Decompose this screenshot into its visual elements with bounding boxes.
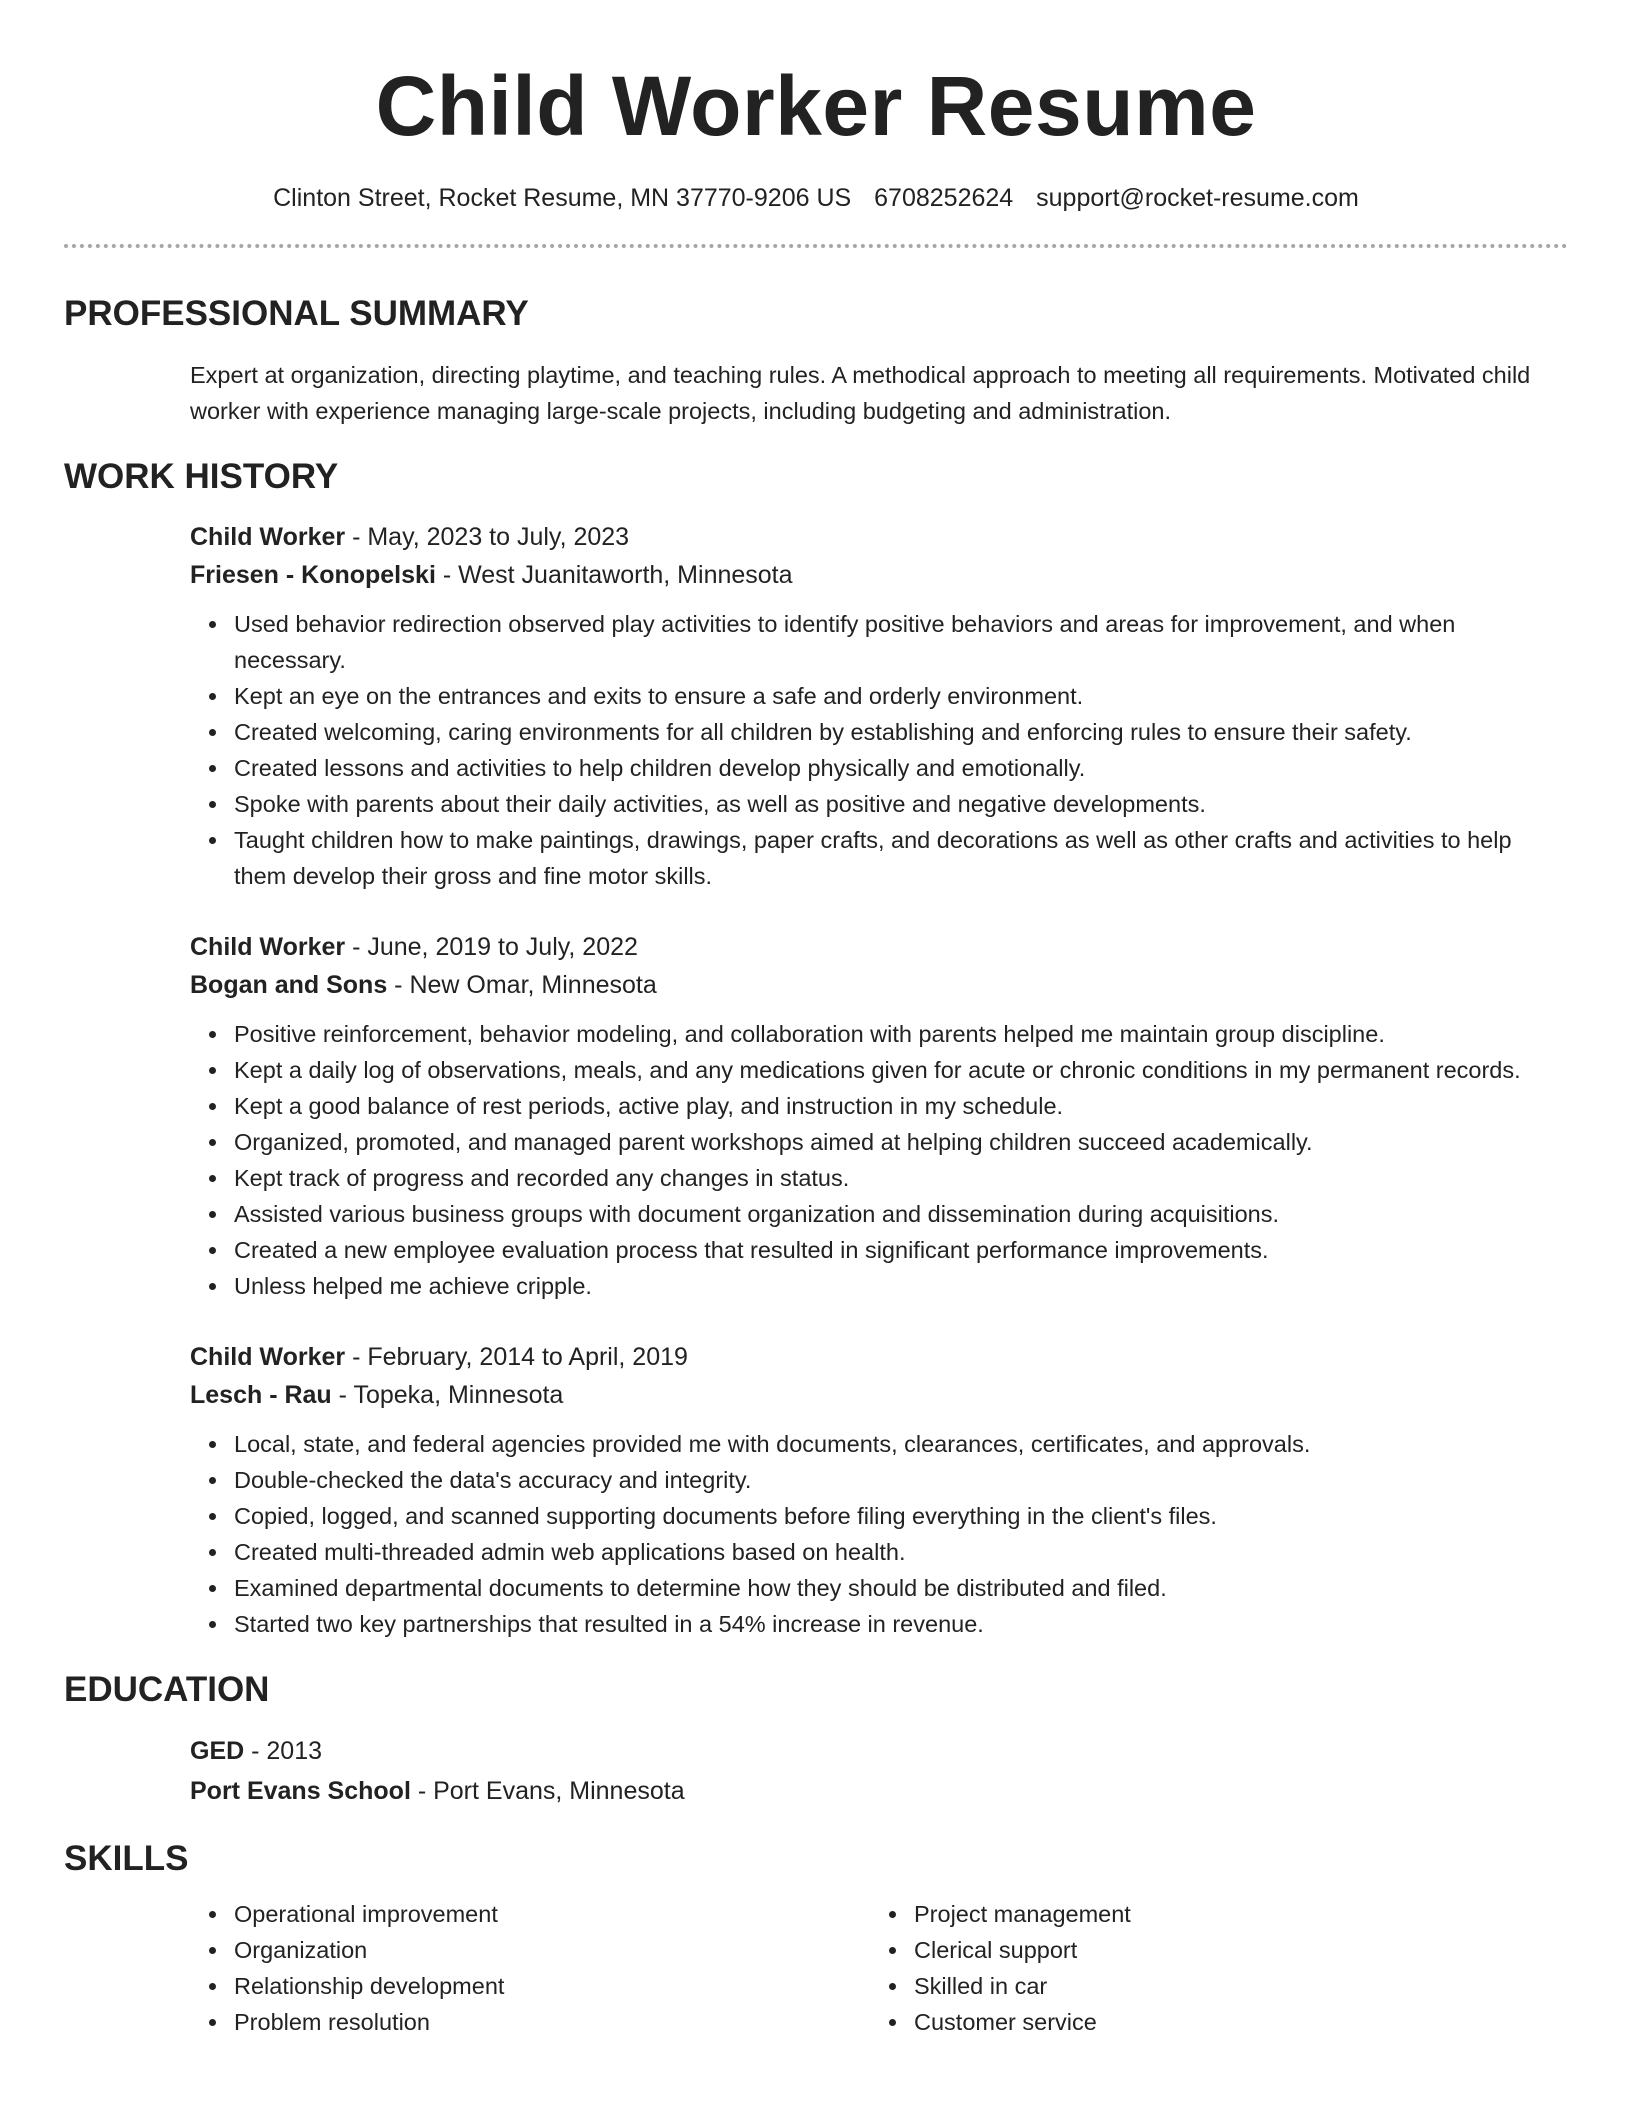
job-bullets [190, 1016, 1562, 1304]
list-item: Kept a daily log of observations, meals, and any medications given for acute or chronic conditions in my permanent records. [234, 1052, 1562, 1088]
skill-item: Skilled in car [914, 1968, 1550, 2004]
summary-section [190, 357, 1562, 429]
list-item: Created welcoming, caring environments for all children by establishing and enforcing rules to ensure their safety. [234, 714, 1562, 750]
skills-column-right [870, 1896, 1550, 2040]
contact-address: Clinton Street, Rocket Resume, MN 37770-9206 US [273, 184, 852, 212]
job-entry [190, 928, 1562, 1304]
job-bullets [190, 606, 1562, 894]
job-bullets [190, 1426, 1562, 1642]
job-company-line [190, 556, 1562, 594]
list-item: Examined departmental documents to determine how they should be distributed and filed. [234, 1570, 1562, 1606]
skills-bullets-right [870, 1896, 1550, 2040]
resume-title: Child Worker Resume [375, 59, 1257, 153]
job-location: - West Juanitaworth, Minnesota [435, 561, 793, 589]
list-item: Used behavior redirection observed play activities to identify positive behaviors and areas for improvement, and when necessary. [234, 606, 1562, 678]
list-item: Copied, logged, and scanned supporting documents before filing everything in the client's files. [234, 1498, 1562, 1534]
skill-item: Relationship development [234, 1968, 870, 2004]
job-company-line [190, 1376, 1562, 1414]
job-location: - Topeka, Minnesota [331, 1381, 564, 1409]
resume-page [64, 0, 1568, 2040]
list-item: Started two key partnerships that resulted in a 54% increase in revenue. [234, 1606, 1562, 1642]
job-role-line [190, 928, 1562, 966]
list-item: Spoke with parents about their daily activities, as well as positive and negative developments. [234, 786, 1562, 822]
list-item: Positive reinforcement, behavior modeling, and collaboration with parents helped me maintain group discipline. [234, 1016, 1562, 1052]
list-item: Created a new employee evaluation process that resulted in significant performance improvements. [234, 1232, 1562, 1268]
job-role-line [190, 1338, 1562, 1376]
skill-item: Clerical support [914, 1932, 1550, 1968]
list-item: Local, state, and federal agencies provided me with documents, clearances, certificates, and approvals. [234, 1426, 1562, 1462]
contact-email: support@rocket-resume.com [1036, 184, 1359, 212]
header-divider [64, 244, 1568, 248]
skill-item: Organization [234, 1932, 870, 1968]
job-company: Bogan and Sons [190, 971, 388, 999]
list-item: Taught children how to make paintings, drawings, paper crafts, and decorations as well as other crafts and activities to help them develop their gross and fine motor skills. [234, 822, 1562, 894]
education-entry [190, 1731, 1562, 1811]
job-dates: - June, 2019 to July, 2022 [345, 933, 638, 961]
skill-item: Operational improvement [234, 1896, 870, 1932]
list-item: Unless helped me achieve cripple. [234, 1268, 1562, 1304]
job-role: Child Worker [190, 933, 346, 961]
job-location: - New Omar, Minnesota [387, 971, 657, 999]
list-item: Kept an eye on the entrances and exits to ensure a safe and orderly environment. [234, 678, 1562, 714]
education-year: - 2013 [244, 1737, 323, 1765]
summary-text: Expert at organization, directing playtime, and teaching rules. A methodical approach to meeting all requirements. Motivated child worker with experience managing large-scale projects, including budgeting and administration. [190, 362, 1531, 424]
job-dates: - February, 2014 to April, 2019 [345, 1343, 688, 1371]
list-item: Created lessons and activities to help children develop physically and emotionally. [234, 750, 1562, 786]
job-company: Friesen - Konopelski [190, 561, 436, 589]
skills-bullets-left [190, 1896, 870, 2040]
education-school: Port Evans School [190, 1777, 411, 1805]
section-title-skills: SKILLS [64, 1839, 189, 1878]
education-degree-line [190, 1731, 1562, 1771]
job-company-line [190, 966, 1562, 1004]
section-title-work-history: WORK HISTORY [64, 457, 339, 496]
job-role: Child Worker [190, 523, 346, 551]
list-item: Kept a good balance of rest periods, active play, and instruction in my schedule. [234, 1088, 1562, 1124]
job-entry [190, 518, 1562, 894]
list-item: Kept track of progress and recorded any changes in status. [234, 1160, 1562, 1196]
contact-phone: 6708252624 [874, 184, 1014, 212]
job-dates: - May, 2023 to July, 2023 [345, 523, 630, 551]
skill-item: Problem resolution [234, 2004, 870, 2040]
list-item: Created multi-threaded admin web applications based on health. [234, 1534, 1562, 1570]
section-title-education: EDUCATION [64, 1670, 270, 1709]
list-item: Organized, promoted, and managed parent workshops aimed at helping children succeed academically. [234, 1124, 1562, 1160]
education-location: - Port Evans, Minnesota [410, 1777, 685, 1805]
skill-item: Customer service [914, 2004, 1550, 2040]
job-company: Lesch - Rau [190, 1381, 332, 1409]
skill-item: Project management [914, 1896, 1550, 1932]
skills-column-left [190, 1896, 870, 2040]
contact-line [64, 182, 1568, 214]
section-title-summary: PROFESSIONAL SUMMARY [64, 294, 529, 333]
skills-list [190, 1896, 1562, 2040]
job-entry [190, 1338, 1562, 1642]
job-role-line [190, 518, 1562, 556]
job-role: Child Worker [190, 1343, 346, 1371]
list-item: Assisted various business groups with document organization and dissemination during acquisitions. [234, 1196, 1562, 1232]
list-item: Double-checked the data's accuracy and integrity. [234, 1462, 1562, 1498]
education-degree: GED [190, 1737, 245, 1765]
education-school-line [190, 1771, 1562, 1811]
